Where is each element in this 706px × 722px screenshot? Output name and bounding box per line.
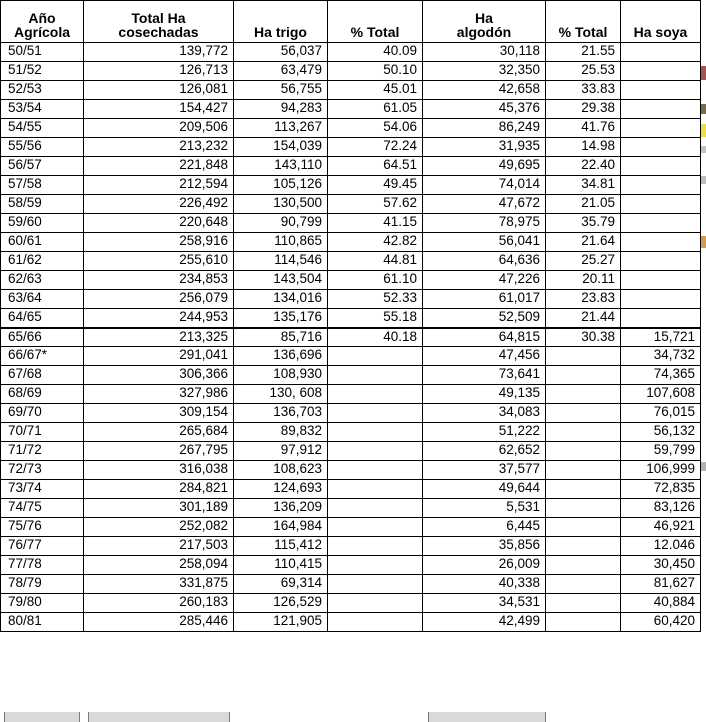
cell-ha-trigo: 94,283 bbox=[234, 100, 328, 119]
cell-ha-trigo: 136,209 bbox=[234, 499, 328, 518]
cell-total-ha: 327,986 bbox=[84, 385, 234, 404]
table-row bbox=[1, 575, 701, 594]
cell-total-ha: 139,772 bbox=[84, 43, 234, 62]
cell-ha-algodon: 74,014 bbox=[423, 176, 546, 195]
column-header-total-ha bbox=[84, 1, 234, 43]
column-header-pct-total-algodon-line2: % Total bbox=[558, 24, 608, 41]
cell-pct-total-trigo: 40.09 bbox=[328, 43, 423, 62]
column-header-ha-algodon-line1: Ha bbox=[475, 9, 493, 26]
cell-ha-soya bbox=[621, 176, 701, 195]
cell-pct-total-trigo bbox=[328, 537, 423, 556]
cell-total-ha: 126,081 bbox=[84, 81, 234, 100]
column-header-pct-total-trigo-line2: % Total bbox=[350, 24, 400, 41]
cell-ha-algodon: 34,531 bbox=[423, 594, 546, 613]
table-row bbox=[1, 537, 701, 556]
table-row bbox=[1, 404, 701, 423]
cell-ha-algodon: 32,350 bbox=[423, 62, 546, 81]
edge-artifact bbox=[701, 124, 706, 137]
cell-year: 79/80 bbox=[1, 594, 84, 613]
cell-ha-soya bbox=[621, 157, 701, 176]
cell-ha-soya bbox=[621, 43, 701, 62]
cell-total-ha: 234,853 bbox=[84, 271, 234, 290]
cell-year: 65/66 bbox=[1, 328, 84, 347]
cell-ha-trigo: 85,716 bbox=[234, 328, 328, 347]
table-row bbox=[1, 214, 701, 233]
cell-ha-algodon: 47,672 bbox=[423, 195, 546, 214]
cell-pct-total-algodon: 25.53 bbox=[546, 62, 621, 81]
cell-pct-total-trigo: 50.10 bbox=[328, 62, 423, 81]
cell-year: 66/67* bbox=[1, 347, 84, 366]
cell-ha-soya: 12.046 bbox=[621, 537, 701, 556]
cell-pct-total-algodon: 14.98 bbox=[546, 138, 621, 157]
cell-ha-soya: 72,835 bbox=[621, 480, 701, 499]
cell-total-ha: 220,648 bbox=[84, 214, 234, 233]
cell-year: 57/58 bbox=[1, 176, 84, 195]
cell-total-ha: 126,713 bbox=[84, 62, 234, 81]
cell-year: 55/56 bbox=[1, 138, 84, 157]
cell-pct-total-algodon: 41.76 bbox=[546, 119, 621, 138]
cell-ha-trigo: 113,267 bbox=[234, 119, 328, 138]
cell-year: 73/74 bbox=[1, 480, 84, 499]
cell-ha-trigo: 135,176 bbox=[234, 309, 328, 328]
table-row bbox=[1, 252, 701, 271]
cell-total-ha: 306,366 bbox=[84, 366, 234, 385]
cell-ha-soya: 106,999 bbox=[621, 461, 701, 480]
table-row bbox=[1, 613, 701, 632]
cell-ha-trigo: 90,799 bbox=[234, 214, 328, 233]
cell-total-ha: 267,795 bbox=[84, 442, 234, 461]
table-row bbox=[1, 233, 701, 252]
cell-ha-algodon: 34,083 bbox=[423, 404, 546, 423]
cell-year: 70/71 bbox=[1, 423, 84, 442]
cell-ha-soya bbox=[621, 62, 701, 81]
cell-ha-trigo: 136,703 bbox=[234, 404, 328, 423]
table-row bbox=[1, 62, 701, 81]
cell-ha-algodon: 49,135 bbox=[423, 385, 546, 404]
column-header-year-line2: Agrícola bbox=[13, 24, 70, 41]
table-header bbox=[1, 1, 701, 43]
cell-ha-algodon: 26,009 bbox=[423, 556, 546, 575]
cell-ha-trigo: 110,865 bbox=[234, 233, 328, 252]
cell-pct-total-algodon: 23.83 bbox=[546, 290, 621, 309]
cell-total-ha: 291,041 bbox=[84, 347, 234, 366]
cell-pct-total-trigo: 44.81 bbox=[328, 252, 423, 271]
edge-artifact bbox=[701, 104, 706, 114]
cell-ha-soya bbox=[621, 100, 701, 119]
cell-ha-trigo: 121,905 bbox=[234, 613, 328, 632]
cell-ha-trigo: 110,415 bbox=[234, 556, 328, 575]
cell-total-ha: 154,427 bbox=[84, 100, 234, 119]
cell-pct-total-algodon: 21.55 bbox=[546, 43, 621, 62]
column-header-year-line1: Año bbox=[28, 9, 56, 26]
cell-ha-algodon: 56,041 bbox=[423, 233, 546, 252]
cell-total-ha: 244,953 bbox=[84, 309, 234, 328]
cell-ha-trigo: 63,479 bbox=[234, 62, 328, 81]
table-row bbox=[1, 195, 701, 214]
cell-total-ha: 331,875 bbox=[84, 575, 234, 594]
cell-pct-total-algodon: 35.79 bbox=[546, 214, 621, 233]
edge-artifact bbox=[701, 462, 706, 471]
cell-ha-trigo: 143,110 bbox=[234, 157, 328, 176]
cell-total-ha: 265,684 bbox=[84, 423, 234, 442]
cell-year: 58/59 bbox=[1, 195, 84, 214]
cell-year: 54/55 bbox=[1, 119, 84, 138]
cell-pct-total-algodon bbox=[546, 347, 621, 366]
cell-year: 80/81 bbox=[1, 613, 84, 632]
cell-year: 53/54 bbox=[1, 100, 84, 119]
cell-ha-algodon: 37,577 bbox=[423, 461, 546, 480]
table-row bbox=[1, 271, 701, 290]
table-row bbox=[1, 347, 701, 366]
column-header-year bbox=[1, 1, 84, 43]
cell-total-ha: 226,492 bbox=[84, 195, 234, 214]
cell-pct-total-algodon bbox=[546, 366, 621, 385]
table-body bbox=[1, 43, 701, 632]
cell-ha-algodon: 47,456 bbox=[423, 347, 546, 366]
cell-pct-total-trigo bbox=[328, 594, 423, 613]
column-header-ha-trigo-line2: Ha trigo bbox=[254, 24, 307, 41]
cell-ha-soya bbox=[621, 309, 701, 328]
cell-pct-total-trigo bbox=[328, 575, 423, 594]
cell-pct-total-algodon bbox=[546, 499, 621, 518]
column-header-ha-algodon-line2: algodón bbox=[456, 24, 512, 41]
clipped-row-segment bbox=[4, 712, 80, 722]
edge-artifact bbox=[701, 66, 706, 80]
cell-pct-total-algodon: 25.27 bbox=[546, 252, 621, 271]
cell-pct-total-trigo bbox=[328, 366, 423, 385]
cell-pct-total-trigo: 49.45 bbox=[328, 176, 423, 195]
cell-ha-trigo: 97,912 bbox=[234, 442, 328, 461]
cell-pct-total-trigo bbox=[328, 404, 423, 423]
cell-pct-total-trigo bbox=[328, 518, 423, 537]
cell-ha-algodon: 30,118 bbox=[423, 43, 546, 62]
cell-total-ha: 316,038 bbox=[84, 461, 234, 480]
table-row bbox=[1, 328, 701, 347]
cell-ha-trigo: 124,693 bbox=[234, 480, 328, 499]
cell-ha-soya bbox=[621, 195, 701, 214]
cell-ha-algodon: 31,935 bbox=[423, 138, 546, 157]
cell-year: 78/79 bbox=[1, 575, 84, 594]
table-row bbox=[1, 442, 701, 461]
cell-ha-algodon: 42,499 bbox=[423, 613, 546, 632]
cell-pct-total-trigo: 57.62 bbox=[328, 195, 423, 214]
cell-pct-total-trigo: 54.06 bbox=[328, 119, 423, 138]
cell-pct-total-trigo: 41.15 bbox=[328, 214, 423, 233]
cell-ha-algodon: 73,641 bbox=[423, 366, 546, 385]
cell-ha-soya: 74,365 bbox=[621, 366, 701, 385]
table-row bbox=[1, 594, 701, 613]
cell-pct-total-trigo bbox=[328, 480, 423, 499]
cell-pct-total-trigo: 40.18 bbox=[328, 328, 423, 347]
column-header-pct-total-algodon bbox=[546, 1, 621, 43]
cell-ha-soya: 83,126 bbox=[621, 499, 701, 518]
cell-ha-trigo: 69,314 bbox=[234, 575, 328, 594]
cell-year: 61/62 bbox=[1, 252, 84, 271]
cell-total-ha: 284,821 bbox=[84, 480, 234, 499]
cell-ha-soya: 76,015 bbox=[621, 404, 701, 423]
table-row bbox=[1, 157, 701, 176]
cell-ha-trigo: 134,016 bbox=[234, 290, 328, 309]
cell-year: 67/68 bbox=[1, 366, 84, 385]
column-header-total-ha-line1: Total Ha bbox=[131, 9, 186, 26]
cell-total-ha: 256,079 bbox=[84, 290, 234, 309]
cell-ha-algodon: 45,376 bbox=[423, 100, 546, 119]
edge-artifact bbox=[701, 176, 706, 184]
cell-ha-trigo: 130, 608 bbox=[234, 385, 328, 404]
cell-ha-soya: 56,132 bbox=[621, 423, 701, 442]
cell-ha-trigo: 115,412 bbox=[234, 537, 328, 556]
cell-ha-algodon: 35,856 bbox=[423, 537, 546, 556]
cell-pct-total-algodon bbox=[546, 442, 621, 461]
cell-pct-total-trigo bbox=[328, 385, 423, 404]
cell-total-ha: 301,189 bbox=[84, 499, 234, 518]
cell-ha-soya: 107,608 bbox=[621, 385, 701, 404]
cell-ha-algodon: 49,695 bbox=[423, 157, 546, 176]
cell-ha-trigo: 56,755 bbox=[234, 81, 328, 100]
cell-pct-total-algodon: 20.11 bbox=[546, 271, 621, 290]
edge-artifact bbox=[701, 236, 706, 248]
header-row bbox=[1, 1, 701, 43]
table-row bbox=[1, 119, 701, 138]
column-header-ha-algodon bbox=[423, 1, 546, 43]
cell-pct-total-algodon bbox=[546, 556, 621, 575]
cell-ha-algodon: 42,658 bbox=[423, 81, 546, 100]
cell-year: 50/51 bbox=[1, 43, 84, 62]
cell-ha-soya: 81,627 bbox=[621, 575, 701, 594]
cell-pct-total-trigo bbox=[328, 556, 423, 575]
cell-pct-total-trigo: 61.05 bbox=[328, 100, 423, 119]
cell-pct-total-trigo: 42.82 bbox=[328, 233, 423, 252]
column-header-pct-total-trigo bbox=[328, 1, 423, 43]
clipped-row-segment bbox=[428, 712, 546, 722]
cell-ha-trigo: 154,039 bbox=[234, 138, 328, 157]
cell-ha-algodon: 40,338 bbox=[423, 575, 546, 594]
cell-year: 72/73 bbox=[1, 461, 84, 480]
cell-ha-trigo: 56,037 bbox=[234, 43, 328, 62]
clipped-row-segment bbox=[88, 712, 230, 722]
cell-year: 76/77 bbox=[1, 537, 84, 556]
cell-year: 63/64 bbox=[1, 290, 84, 309]
cell-ha-soya: 59,799 bbox=[621, 442, 701, 461]
cell-year: 71/72 bbox=[1, 442, 84, 461]
cell-year: 51/52 bbox=[1, 62, 84, 81]
cell-pct-total-algodon: 22.40 bbox=[546, 157, 621, 176]
cell-ha-soya bbox=[621, 138, 701, 157]
cell-ha-algodon: 86,249 bbox=[423, 119, 546, 138]
cell-total-ha: 217,503 bbox=[84, 537, 234, 556]
column-header-total-ha-line2: cosechadas bbox=[118, 24, 199, 41]
cell-year: 62/63 bbox=[1, 271, 84, 290]
cell-total-ha: 260,183 bbox=[84, 594, 234, 613]
cell-ha-trigo: 130,500 bbox=[234, 195, 328, 214]
cell-ha-soya bbox=[621, 214, 701, 233]
cell-pct-total-trigo bbox=[328, 423, 423, 442]
cell-ha-algodon: 62,652 bbox=[423, 442, 546, 461]
cell-total-ha: 209,506 bbox=[84, 119, 234, 138]
cell-pct-total-algodon bbox=[546, 423, 621, 442]
table-row bbox=[1, 138, 701, 157]
cell-year: 68/69 bbox=[1, 385, 84, 404]
cell-ha-algodon: 61,017 bbox=[423, 290, 546, 309]
cell-pct-total-trigo: 64.51 bbox=[328, 157, 423, 176]
cell-ha-trigo: 108,930 bbox=[234, 366, 328, 385]
cell-pct-total-trigo bbox=[328, 347, 423, 366]
cell-total-ha: 285,446 bbox=[84, 613, 234, 632]
clipped-bottom-row bbox=[0, 712, 706, 722]
cell-pct-total-trigo: 45.01 bbox=[328, 81, 423, 100]
cell-ha-trigo: 136,696 bbox=[234, 347, 328, 366]
cell-pct-total-algodon bbox=[546, 575, 621, 594]
column-header-ha-soya bbox=[621, 1, 701, 43]
cell-ha-soya: 15,721 bbox=[621, 328, 701, 347]
cell-pct-total-trigo bbox=[328, 613, 423, 632]
table-row bbox=[1, 81, 701, 100]
cell-pct-total-algodon: 29.38 bbox=[546, 100, 621, 119]
cell-ha-trigo: 126,529 bbox=[234, 594, 328, 613]
table-row bbox=[1, 423, 701, 442]
cell-ha-soya bbox=[621, 81, 701, 100]
cell-ha-algodon: 52,509 bbox=[423, 309, 546, 328]
cell-ha-soya bbox=[621, 252, 701, 271]
cell-ha-soya bbox=[621, 271, 701, 290]
table-row bbox=[1, 290, 701, 309]
cell-pct-total-algodon bbox=[546, 518, 621, 537]
edge-artifact bbox=[701, 146, 706, 153]
cell-pct-total-algodon bbox=[546, 594, 621, 613]
cell-total-ha: 252,082 bbox=[84, 518, 234, 537]
cell-ha-soya bbox=[621, 233, 701, 252]
cell-total-ha: 255,610 bbox=[84, 252, 234, 271]
cell-pct-total-algodon bbox=[546, 385, 621, 404]
cell-ha-algodon: 78,975 bbox=[423, 214, 546, 233]
column-header-ha-trigo bbox=[234, 1, 328, 43]
cell-ha-algodon: 5,531 bbox=[423, 499, 546, 518]
cell-total-ha: 213,325 bbox=[84, 328, 234, 347]
cell-ha-algodon: 49,644 bbox=[423, 480, 546, 499]
cell-pct-total-trigo: 52.33 bbox=[328, 290, 423, 309]
cell-year: 59/60 bbox=[1, 214, 84, 233]
cell-pct-total-algodon bbox=[546, 480, 621, 499]
table-row bbox=[1, 176, 701, 195]
cell-ha-soya: 30,450 bbox=[621, 556, 701, 575]
cell-pct-total-algodon: 30.38 bbox=[546, 328, 621, 347]
cell-ha-soya: 60,420 bbox=[621, 613, 701, 632]
cell-ha-trigo: 108,623 bbox=[234, 461, 328, 480]
table-row bbox=[1, 499, 701, 518]
table-row bbox=[1, 309, 701, 328]
cell-ha-trigo: 164,984 bbox=[234, 518, 328, 537]
cell-pct-total-algodon: 21.05 bbox=[546, 195, 621, 214]
table-row bbox=[1, 556, 701, 575]
cell-year: 52/53 bbox=[1, 81, 84, 100]
cell-total-ha: 258,094 bbox=[84, 556, 234, 575]
cell-pct-total-algodon bbox=[546, 537, 621, 556]
cell-pct-total-algodon: 33.83 bbox=[546, 81, 621, 100]
cell-year: 69/70 bbox=[1, 404, 84, 423]
table-row bbox=[1, 461, 701, 480]
cell-ha-soya bbox=[621, 290, 701, 309]
cell-pct-total-algodon: 34.81 bbox=[546, 176, 621, 195]
table-row bbox=[1, 100, 701, 119]
cell-ha-trigo: 105,126 bbox=[234, 176, 328, 195]
cell-year: 56/57 bbox=[1, 157, 84, 176]
cell-ha-soya bbox=[621, 119, 701, 138]
cell-total-ha: 212,594 bbox=[84, 176, 234, 195]
cell-ha-soya: 46,921 bbox=[621, 518, 701, 537]
table-row bbox=[1, 43, 701, 62]
cell-pct-total-trigo bbox=[328, 442, 423, 461]
cell-pct-total-trigo: 72.24 bbox=[328, 138, 423, 157]
cell-total-ha: 213,232 bbox=[84, 138, 234, 157]
cell-ha-trigo: 89,832 bbox=[234, 423, 328, 442]
cell-total-ha: 258,916 bbox=[84, 233, 234, 252]
cell-pct-total-algodon: 21.44 bbox=[546, 309, 621, 328]
cell-ha-algodon: 64,636 bbox=[423, 252, 546, 271]
cell-total-ha: 309,154 bbox=[84, 404, 234, 423]
table-row bbox=[1, 385, 701, 404]
cell-year: 60/61 bbox=[1, 233, 84, 252]
cell-year: 74/75 bbox=[1, 499, 84, 518]
table-row bbox=[1, 518, 701, 537]
cell-ha-algodon: 47,226 bbox=[423, 271, 546, 290]
cell-pct-total-trigo bbox=[328, 499, 423, 518]
column-header-ha-soya-line2: Ha soya bbox=[633, 24, 688, 41]
cell-pct-total-trigo: 55.18 bbox=[328, 309, 423, 328]
cell-ha-algodon: 6,445 bbox=[423, 518, 546, 537]
cell-pct-total-algodon bbox=[546, 404, 621, 423]
cell-year: 64/65 bbox=[1, 309, 84, 328]
cell-pct-total-trigo bbox=[328, 461, 423, 480]
cell-pct-total-algodon: 21.64 bbox=[546, 233, 621, 252]
table-row bbox=[1, 480, 701, 499]
cell-year: 77/78 bbox=[1, 556, 84, 575]
cell-pct-total-algodon bbox=[546, 461, 621, 480]
cell-pct-total-trigo: 61.10 bbox=[328, 271, 423, 290]
cell-pct-total-algodon bbox=[546, 613, 621, 632]
table-row bbox=[1, 366, 701, 385]
cell-ha-trigo: 143,504 bbox=[234, 271, 328, 290]
cell-ha-algodon: 64,815 bbox=[423, 328, 546, 347]
cell-ha-soya: 34,732 bbox=[621, 347, 701, 366]
cell-total-ha: 221,848 bbox=[84, 157, 234, 176]
cell-ha-algodon: 51,222 bbox=[423, 423, 546, 442]
cell-ha-soya: 40,884 bbox=[621, 594, 701, 613]
cell-year: 75/76 bbox=[1, 518, 84, 537]
cell-ha-trigo: 114,546 bbox=[234, 252, 328, 271]
